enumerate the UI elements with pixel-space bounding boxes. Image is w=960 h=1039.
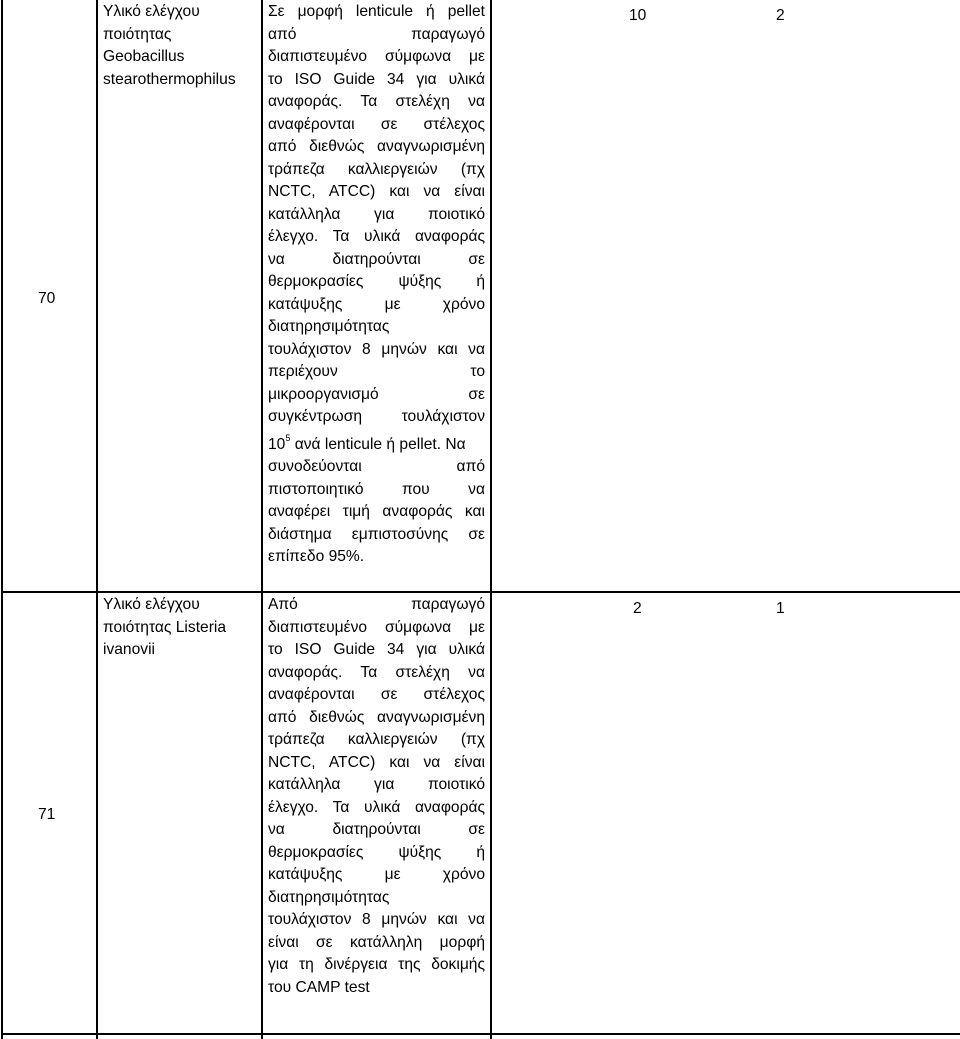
spec-line: είναι σε κατάλληλη μορφή — [268, 933, 485, 951]
specification-text — [268, 594, 485, 999]
spec-line: διάστημα εμπιστοσύνης σε — [268, 525, 485, 543]
item-line: Υλικό ελέγχου — [103, 3, 200, 20]
specification-text — [268, 1, 485, 569]
spec-line: διαπιστευμένο σύμφωνα με — [268, 618, 485, 636]
spec-line: αναφοράς. Τα στελέχη να — [268, 93, 485, 110]
spec-line: Σε μορφή lenticule ή pellet — [268, 3, 485, 20]
spec-line: αναφέρει τιμή αναφοράς και — [268, 503, 485, 520]
spec-line: του CAMP test — [268, 978, 370, 996]
spec-line: τράπεζα καλλιεργειών (πχ — [268, 731, 485, 748]
concentration-line — [268, 434, 485, 457]
item-line: ποιότητας — [103, 25, 172, 43]
spec-line: πιστοποιητικό που να — [268, 480, 485, 498]
spec-line: τράπεζα καλλιεργειών (πχ — [268, 160, 485, 178]
row-number: 71 — [38, 806, 56, 823]
row-number: 70 — [38, 290, 56, 307]
spec-line: να διατηρούνται σε — [268, 821, 485, 838]
spec-line: κατάλληλα για ποιοτικό — [268, 776, 485, 793]
quantity-b: 2 — [776, 7, 785, 24]
quantity-a: 2 — [633, 600, 642, 617]
item-line: ποιότητας Listeria — [103, 618, 227, 636]
spec-line: αναφέρονται σε στέλεχος — [268, 115, 485, 133]
conc-rest: ανά lenticule ή pellet. Να — [290, 435, 466, 453]
spec-line: κατάλληλα για ποιοτικό — [268, 205, 485, 223]
item-line: Υλικό ελέγχου — [103, 596, 200, 613]
spec-line: διατηρησιμότητας — [268, 318, 390, 335]
spec-line: έλεγχο. Τα υλικά αναφοράς — [268, 798, 485, 816]
spec-line: διατηρησιμότητας — [268, 888, 390, 906]
spec-line: περιέχουν το — [268, 363, 485, 380]
spec-line: αναφοράς. Τα στελέχη να — [268, 663, 485, 681]
spec-line: από διεθνώς αναγνωρισμένη — [268, 138, 485, 155]
spec-line: επίπεδο 95%. — [268, 548, 365, 565]
spec-line: NCTC, ATCC) και να είναι — [268, 753, 485, 771]
spec-line: για τη δινέργεια της δοκιμής — [268, 956, 485, 973]
item-name — [103, 1, 258, 91]
item-line: stearothermophilus — [103, 70, 236, 88]
spec-line: να διατηρούνται σε — [268, 250, 485, 268]
spec-line: από διεθνώς αναγνωρισμένη — [268, 708, 485, 726]
column-divider-1 — [96, 0, 98, 1039]
item-line: Geobacillus — [103, 48, 185, 65]
spec-line: θερμοκρασίες ψύξης ή — [268, 843, 485, 861]
spec-line: τουλάχιστον 8 μηνών και να — [268, 911, 485, 928]
spec-line: έλεγχο. Τα υλικά αναφοράς — [268, 228, 485, 245]
quantity-a: 10 — [629, 7, 647, 24]
table-border-left — [1, 0, 3, 1039]
spec-line: Από παραγωγό — [268, 596, 485, 613]
spec-line: συνοδεύονται από — [268, 458, 485, 475]
spec-line: από παραγωγό — [268, 25, 485, 43]
table-border-bottom — [1, 1033, 960, 1035]
spec-line: θερμοκρασίες ψύξης ή — [268, 273, 485, 290]
item-name — [103, 594, 258, 662]
spec-line: το ISO Guide 34 για υλικά — [268, 641, 485, 658]
spec-line: κατάψυξης με χρόνο — [268, 295, 485, 313]
spec-line: τουλάχιστον 8 μηνών και να — [268, 340, 485, 358]
spec-line: κατάψυξης με χρόνο — [268, 866, 485, 883]
row-divider — [1, 591, 960, 593]
quantity-b: 1 — [776, 600, 785, 617]
item-line: ivanovii — [103, 641, 156, 658]
conc-exponent: 5 — [285, 433, 291, 444]
spec-line: το ISO Guide 34 για υλικά — [268, 70, 485, 88]
column-divider-2 — [261, 0, 263, 1039]
spec-line: αναφέρονται σε στέλεχος — [268, 686, 485, 703]
spec-line: μικροοργανισμό σε — [268, 385, 485, 403]
conc-base: 10 — [268, 435, 286, 453]
spec-line: συγκέντρωση τουλάχιστον — [268, 408, 485, 425]
spec-line: διαπιστευμένο σύμφωνα με — [268, 48, 485, 65]
column-divider-3 — [490, 0, 492, 1039]
spec-line: NCTC, ATCC) και να είναι — [268, 183, 485, 200]
